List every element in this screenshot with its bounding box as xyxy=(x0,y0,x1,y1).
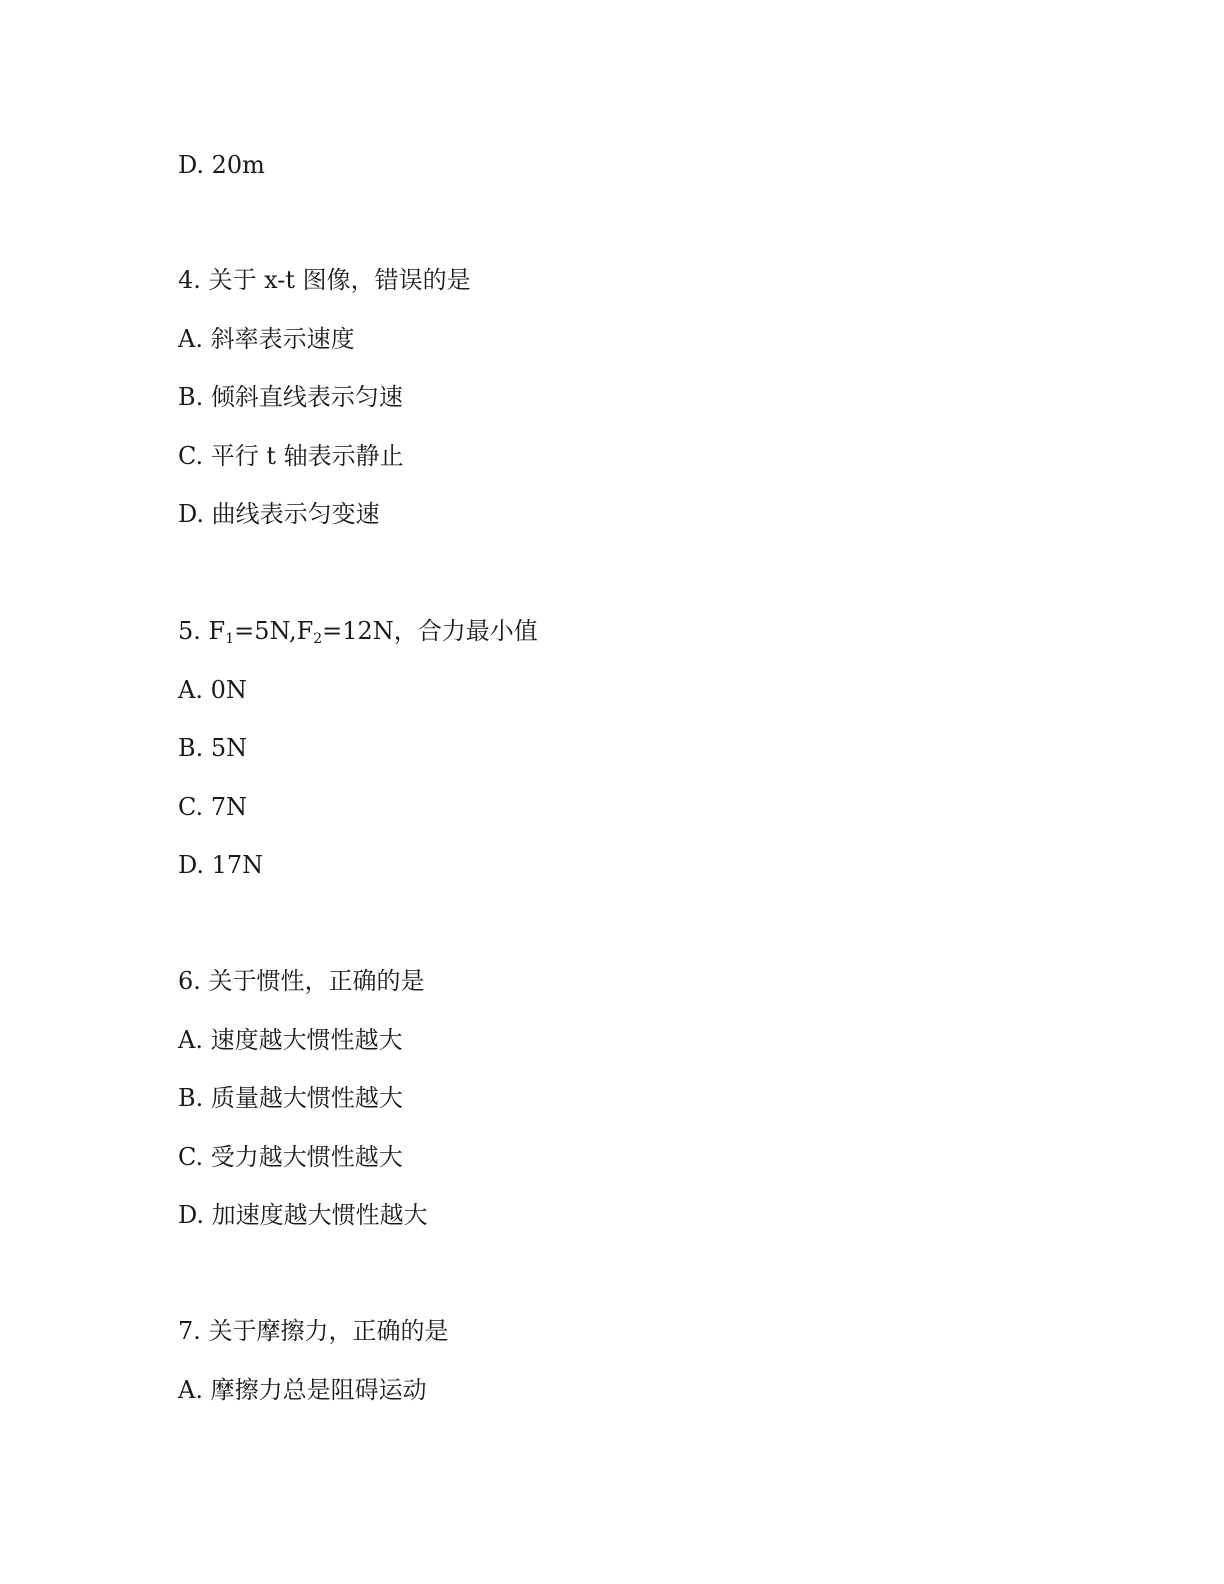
q5-option-b: B. 5N xyxy=(178,734,248,762)
q5-stem-suffix: =12N，合力最小值 xyxy=(322,617,538,645)
q3-option-d: D. 20m xyxy=(178,151,265,179)
q6-option-c: C. 受力越大惯性越大 xyxy=(178,1143,403,1171)
q5-subscript-2: 2 xyxy=(313,631,323,647)
q5-option-c: C. 7N xyxy=(178,793,248,821)
q5-option-a: A. 0N xyxy=(178,676,247,704)
q4-option-c: C. 平行 t 轴表示静止 xyxy=(178,442,404,470)
q4-option-b: B. 倾斜直线表示匀速 xyxy=(178,383,403,411)
q7-option-a: A. 摩擦力总是阻碍运动 xyxy=(178,1376,427,1404)
q4-option-d: D. 曲线表示匀变速 xyxy=(178,500,380,528)
q6-option-d: D. 加速度越大惯性越大 xyxy=(178,1201,428,1229)
q6-stem: 6. 关于惯性，正确的是 xyxy=(178,967,425,995)
q6-option-a: A. 速度越大惯性越大 xyxy=(178,1026,403,1054)
q6-option-b: B. 质量越大惯性越大 xyxy=(178,1084,403,1112)
q4-option-a: A. 斜率表示速度 xyxy=(178,325,355,353)
q5-subscript-1: 1 xyxy=(225,631,235,647)
q5-stem-mid: =5N,F xyxy=(234,617,314,645)
q5-stem-prefix: 5. F xyxy=(178,617,226,645)
q5-option-d: D. 17N xyxy=(178,851,264,879)
q7-stem: 7. 关于摩擦力，正确的是 xyxy=(178,1317,449,1345)
q5-stem xyxy=(178,616,538,646)
q4-stem: 4. 关于 x-t 图像，错误的是 xyxy=(178,266,471,294)
